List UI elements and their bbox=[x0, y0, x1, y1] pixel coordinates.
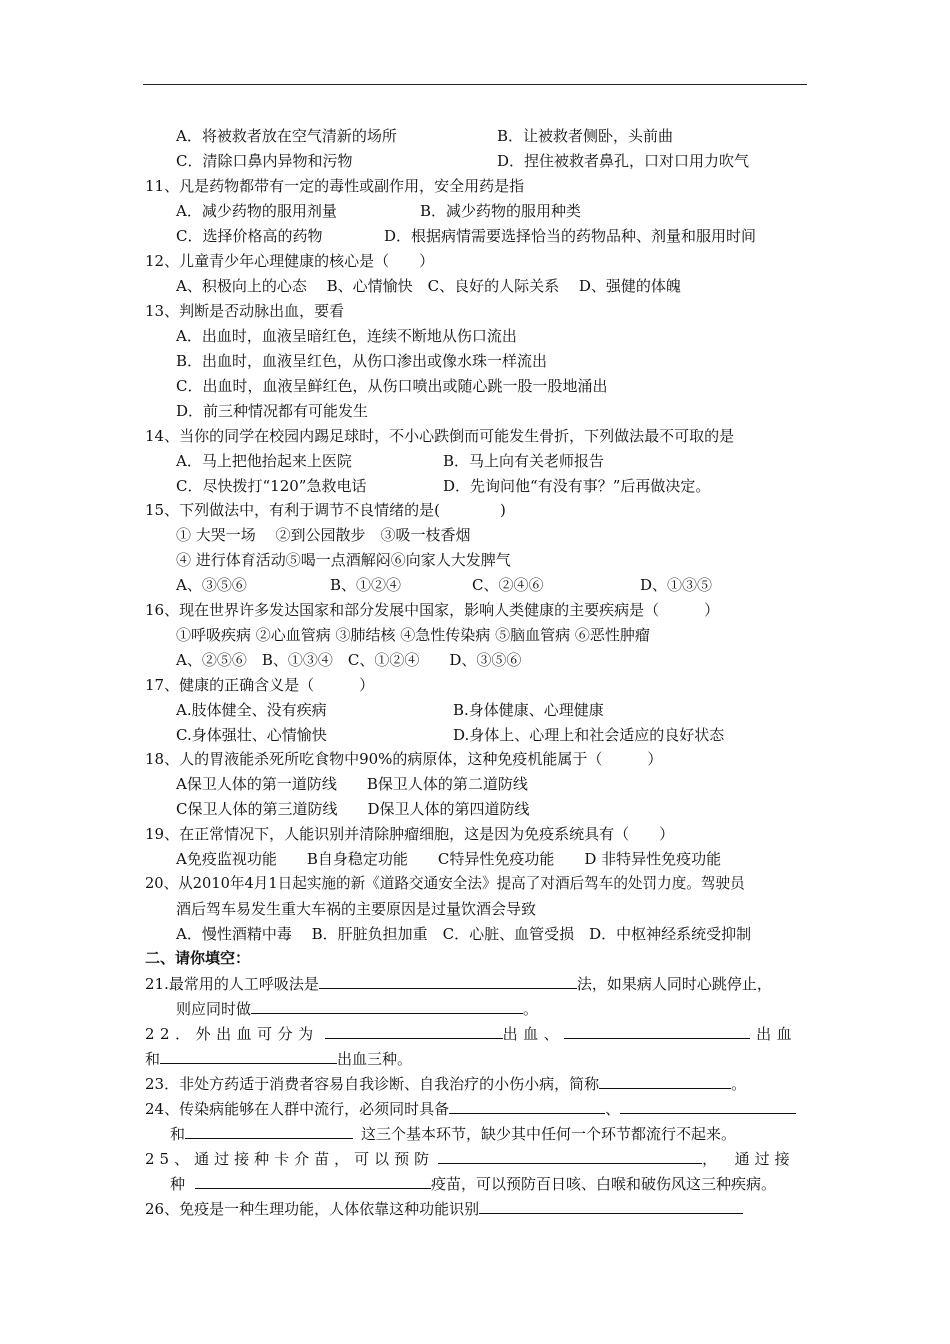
q18-options-line1: A保卫人体的第一道防线 B保卫人体的第二道防线 bbox=[176, 775, 528, 793]
q24-blank-1[interactable] bbox=[449, 1098, 605, 1114]
q11-option-b: B．减少药物的服用种类 bbox=[420, 202, 582, 220]
q24-text-1: 24、传染病能够在人群中流行，必须同时具备 bbox=[145, 1100, 450, 1118]
q19-options: A免疫监视功能 B自身稳定功能 C特异性免疫功能 D 非特异性免疫功能 bbox=[176, 850, 722, 868]
q15-stem: 15、下列做法中，有利于调节不良情绪的是( ) bbox=[145, 501, 506, 519]
q24-text-3: 和 bbox=[170, 1125, 186, 1143]
q11-option-d: D．根据病情需要选择恰当的药物品种、剂量和服用时间 bbox=[384, 227, 757, 245]
q20-stem: 20、从2010年4月1日起实施的新《道路交通安全法》提高了对酒后驾车的处罚力度。驾驶员 bbox=[145, 875, 745, 892]
q22-text-1: 22．外出血可分为 bbox=[145, 1025, 319, 1043]
q25-text-4: 疫苗，可以预防百日咳、白喉和破伤风这三种疾病。 bbox=[431, 1175, 777, 1193]
q24-text-2: 、 bbox=[605, 1100, 621, 1118]
q15-items-line1: ① 大哭一场 ②到公园散步 ③吸一枝香烟 bbox=[176, 526, 471, 544]
q25-text-1: 25、通过接种卡介苗，可以预防 bbox=[145, 1150, 435, 1168]
q24-line1 bbox=[145, 1098, 796, 1119]
q20-options: A．慢性酒精中毒 B．肝脏负担加重 C．心脏、血管受损 D．中枢神经系统受抑制 bbox=[176, 925, 752, 943]
q13-option-c: C．出血时，血液呈鲜红色，从伤口喷出或随心跳一股一股地涌出 bbox=[176, 377, 608, 395]
q23-text-2: 。 bbox=[731, 1075, 747, 1093]
q13-stem: 13、判断是否动脉出血，要看 bbox=[145, 302, 345, 320]
q22-blank-3[interactable] bbox=[160, 1048, 337, 1064]
q19-stem: 19、在正常情况下，人能识别并清除肿瘤细胞，这是因为免疫系统具有（ ） bbox=[145, 825, 675, 843]
q24-blank-2[interactable] bbox=[620, 1098, 796, 1114]
q15-option-c: C、②④⑥ bbox=[472, 576, 544, 594]
q17-option-a: A.肢体健全、没有疾病 bbox=[176, 701, 327, 719]
q24-text-4: 这三个基本环节，缺少其中任何一个环节都流行不起来。 bbox=[361, 1125, 737, 1143]
q21-line2 bbox=[176, 998, 538, 1019]
q22-blank-1[interactable] bbox=[325, 1023, 503, 1039]
q21-blank-2[interactable] bbox=[251, 998, 523, 1014]
q12-stem: 12、儿童青少年心理健康的核心是（ ） bbox=[145, 252, 435, 270]
q10-option-b: B．让被救者侧卧，头前曲 bbox=[497, 127, 674, 145]
section-2-heading: 二、请你填空： bbox=[145, 949, 251, 967]
q26-text-1: 26、免疫是一种生理功能，人体依靠这种功能识别 bbox=[145, 1200, 480, 1218]
q15-option-a: A、③⑤⑥ bbox=[176, 576, 247, 594]
q20-stem-cont: 酒后驾车易发生重大车祸的主要原因是过量饮酒会导致 bbox=[176, 900, 537, 918]
q14-option-b: B．马上向有关老师报告 bbox=[443, 452, 605, 470]
q16-stem: 16、现在世界许多发达国家和部分发展中国家，影响人类健康的主要疾病是（ ） bbox=[145, 601, 720, 619]
q17-option-c: C.身体强壮、心情愉快 bbox=[176, 726, 327, 744]
q10-option-a: A．将被救者放在空气清新的场所 bbox=[176, 127, 397, 145]
q22-line2 bbox=[145, 1048, 412, 1069]
q21-blank-1[interactable] bbox=[319, 973, 577, 989]
q14-stem: 14、当你的同学在校园内踢足球时，不小心跌倒而可能发生骨折，下列做法最不可取的是 bbox=[145, 427, 735, 445]
q22-text-5: 出血三种。 bbox=[337, 1050, 413, 1068]
q22-text-3: 出血 bbox=[756, 1025, 798, 1043]
q17-option-b: B.身体健康、心理健康 bbox=[453, 701, 604, 719]
q26-blank-1[interactable] bbox=[479, 1198, 743, 1214]
q11-stem: 11、凡是药物都带有一定的毒性或副作用，安全用药是指 bbox=[145, 177, 525, 195]
q17-stem: 17、健康的正确含义是（ ） bbox=[145, 676, 375, 694]
q13-option-d: D．前三种情况都有可能发生 bbox=[176, 402, 369, 420]
q23-blank-1[interactable] bbox=[599, 1073, 731, 1089]
q14-option-a: A．马上把他抬起来上医院 bbox=[176, 452, 352, 470]
q21-line1 bbox=[145, 973, 772, 994]
q10-option-d: D．捏住被救者鼻孔，口对口用力吹气 bbox=[497, 152, 750, 170]
q14-option-d: D．先询问他“有没有事？”后再做决定。 bbox=[443, 477, 711, 495]
q16-items: ①呼吸疾病 ②心血管病 ③肺结核 ④急性传染病 ⑤脑血管病 ⑥恶性肿瘤 bbox=[176, 626, 650, 644]
q22-line1 bbox=[145, 1023, 797, 1044]
q21-text-3: 则应同时做 bbox=[176, 1000, 252, 1018]
q23-text-1: 23．非处方药适于消费者容易自我诊断、自我治疗的小伤小病，简称 bbox=[145, 1075, 600, 1093]
q11-option-c: C．选择价格高的药物 bbox=[176, 227, 323, 245]
q22-text-4: 和 bbox=[145, 1050, 161, 1068]
q16-options: A、②⑤⑥ B、①③④ C、①②④ D、③⑤⑥ bbox=[176, 651, 522, 669]
q24-blank-3[interactable] bbox=[185, 1123, 353, 1139]
q25-text-3: 种 bbox=[170, 1175, 186, 1193]
q18-options-line2: C保卫人体的第三道防线 D保卫人体的第四道防线 bbox=[176, 800, 530, 818]
q25-blank-1[interactable] bbox=[438, 1148, 702, 1164]
q25-line2 bbox=[170, 1173, 776, 1194]
q23-line bbox=[145, 1073, 746, 1094]
q12-options: A、积极向上的心态 B、心情愉快 C、良好的人际关系 D、强健的体魄 bbox=[176, 277, 681, 295]
q18-stem: 18、人的胃液能杀死所吃食物中90%的病原体，这种免疫机能属于（ ） bbox=[145, 750, 663, 768]
header-rule bbox=[143, 84, 807, 85]
q10-option-c: C．清除口鼻内异物和污物 bbox=[176, 152, 353, 170]
q13-option-a: A．出血时，血液呈暗红色，连续不断地从伤口流出 bbox=[176, 327, 517, 345]
q22-text-2: 出血、 bbox=[502, 1025, 565, 1043]
q21-text-2: 法，如果病人同时心跳停止， bbox=[576, 975, 772, 993]
q15-option-b: B、①②④ bbox=[330, 576, 402, 594]
q25-line1 bbox=[145, 1148, 795, 1169]
q24-line2 bbox=[170, 1123, 736, 1144]
q21-text-4: 。 bbox=[523, 1000, 539, 1018]
q15-option-d: D、①③⑤ bbox=[640, 576, 713, 594]
q26-line bbox=[145, 1198, 743, 1219]
q11-option-a: A．减少药物的服用剂量 bbox=[176, 202, 337, 220]
q13-option-b: B．出血时，血液呈红色，从伤口渗出或像水珠一样流出 bbox=[176, 352, 548, 370]
q17-option-d: D.身体上、心理上和社会适应的良好状态 bbox=[453, 726, 725, 744]
q15-items-line2: ④ 进行体育活动⑤喝一点酒解闷⑥向家人大发脾气 bbox=[176, 551, 511, 569]
q25-text-2: ， 通过接 bbox=[702, 1150, 795, 1168]
q14-option-c: C．尽快拨打“120”急救电话 bbox=[176, 477, 367, 495]
q21-text-1: 21.最常用的人工呼吸法是 bbox=[145, 975, 319, 993]
q22-blank-2[interactable] bbox=[564, 1023, 750, 1039]
q25-blank-2[interactable] bbox=[195, 1173, 431, 1189]
